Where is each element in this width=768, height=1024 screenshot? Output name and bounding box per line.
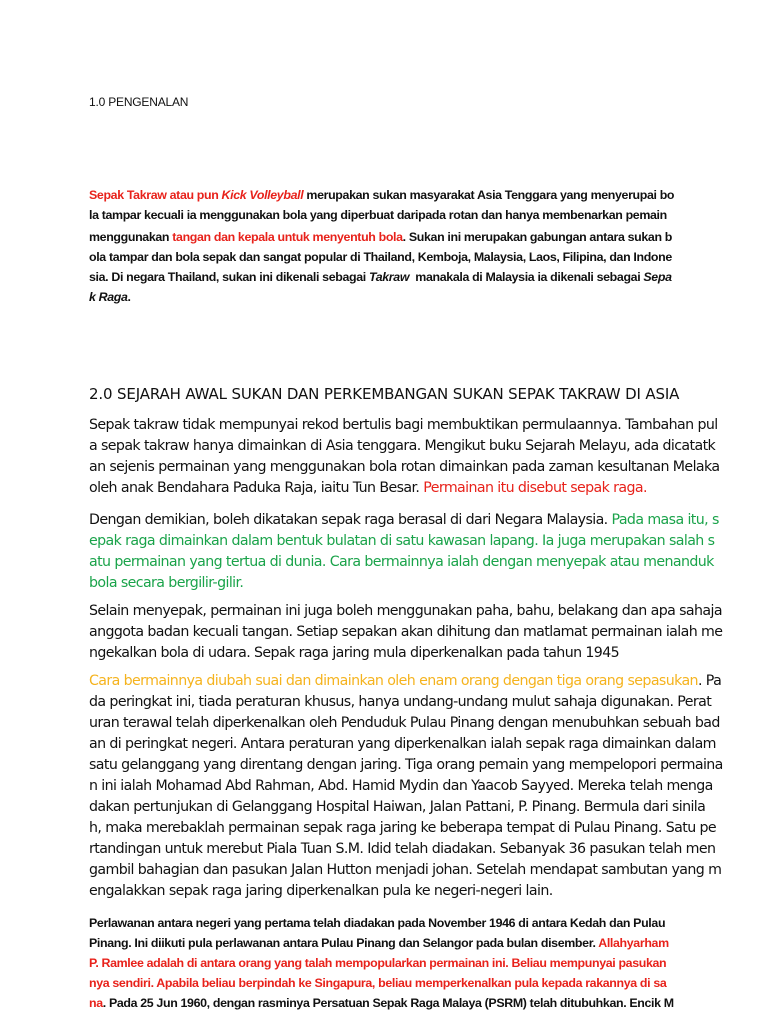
intro-line-3 bbox=[89, 230, 672, 244]
history-p1-line-4 bbox=[89, 480, 647, 496]
history-p2-line-4: bola secara bergilir-gilir. bbox=[89, 575, 244, 591]
history-p2-line-3: atu permainan yang tertua di dunia. Cara bermainnya ialah dengan menyepak atau menanduk bbox=[89, 554, 714, 570]
intro-term-sepak-raga: Sepa bbox=[643, 270, 672, 284]
history-p2-line-2: epak raga dimainkan dalam bentuk bulatan di satu kawasan lapang. Ia juga merupakan salah s bbox=[89, 533, 715, 549]
history-highlight-green: Pada masa itu, s bbox=[611, 512, 719, 528]
intro-text: . Sukan ini merupakan gabungan antara sukan b bbox=[402, 230, 672, 244]
intro-term-sepak-raga: k Raga bbox=[89, 290, 128, 304]
history-highlight-yellow: Cara bermainnya diubah suai dan dimainkan oleh enam orang dengan tiga orang sepasukan bbox=[89, 673, 698, 689]
history-text: . Pada 25 Jun 1960, dengan rasminya Persatuan Sepak Raga Malaya (PSRM) telah ditubuhkan. Encik M bbox=[102, 996, 674, 1010]
history-p4-line-6: n ini ialah Mohamad Abd Rahman, Abd. Hamid Mydin dan Yaacob Sayyed. Mereka telah menga bbox=[89, 778, 713, 794]
history-text: Dengan demikian, boleh dikatakan sepak raga berasal di dari Negara Malaysia. bbox=[89, 512, 612, 528]
history-p4-line-10: gambil bahagian dan pasukan Jalan Hutton menjadi johan. Setelah mendapat sambutan yang m bbox=[89, 862, 722, 878]
intro-line-6 bbox=[89, 290, 131, 304]
intro-line-1 bbox=[89, 188, 674, 202]
history-p1-line-1: Sepak takraw tidak mempunyai rekod bertulis bagi membuktikan permulaannya. Tambahan pul bbox=[89, 417, 718, 433]
history-p4-line-5: satu gelanggang yang direntang dengan jaring. Tiga orang pemain yang mempelopori permaina bbox=[89, 757, 723, 773]
history-p4-line-7: dakan pertunjukan di Gelanggang Hospital Haiwan, Jalan Pattani, P. Pinang. Bermula dari sinila bbox=[89, 799, 706, 815]
history-text: . Pa bbox=[697, 673, 722, 689]
history-text: oleh anak Bendahara Paduka Raja, iaitu Tun Besar. bbox=[89, 480, 424, 496]
intro-term-sepak-takraw: Sepak Takraw atau pun bbox=[89, 188, 222, 202]
history-p5-line-3: P. Ramlee adalah di antara orang yang talah mempopularkan permainan ini. Beliau mempunyai pasukan bbox=[89, 956, 667, 970]
intro-text: merupakan sukan masyarakat Asia Tenggara yang menyerupai bo bbox=[303, 188, 675, 202]
history-p2-line-1 bbox=[89, 512, 719, 528]
history-p3-line-3: ngekalkan bola di udara. Sepak raga jaring mula diperkenalkan pada tahun 1945 bbox=[89, 645, 620, 661]
history-p5-line-2 bbox=[89, 936, 669, 950]
section-1-heading: 1.0 PENGENALAN bbox=[89, 95, 189, 109]
history-p4-line-2: da peringkat ini, tiada peraturan khusus, hanya undang-undang mulut sahaja digunakan. Perat bbox=[89, 694, 712, 710]
history-highlight-p-ramlee: na bbox=[89, 996, 103, 1010]
intro-text: sia. Di negara Thailand, sukan ini dikenali sebagai bbox=[89, 270, 369, 284]
history-p5-line-1: Perlawanan antara negeri yang pertama telah diadakan pada November 1946 di antara Kedah dan Pulau bbox=[89, 916, 666, 930]
history-p4-line-1 bbox=[89, 673, 721, 689]
history-p3-line-1: Selain menyepak, permainan ini juga boleh menggunakan paha, bahu, belakang dan apa sahaja bbox=[89, 603, 722, 619]
intro-line-2: la tampar kecuali ia menggunakan bola yang diperbuat daripada rotan dan hanya membenarkan pemain bbox=[89, 208, 667, 222]
intro-text: menggunakan bbox=[89, 230, 173, 244]
intro-term-kick-volleyball: Kick Volleyball bbox=[221, 188, 304, 202]
history-p4-line-4: an di peringkat negeri. Antara peraturan yang diperkenalkan ialah sepak raga dimainkan dalam bbox=[89, 736, 716, 752]
history-p5-line-4: nya sendiri. Apabila beliau berpindah ke Singapura, beliau memperkenalkan pula kepada rakannya di sa bbox=[89, 976, 667, 990]
history-p1-line-2: a sepak takraw hanya dimainkan di Asia tenggara. Mengikut buku Sejarah Melayu, ada dicatatk bbox=[89, 438, 716, 454]
intro-line-5 bbox=[89, 270, 672, 284]
intro-text: . bbox=[127, 290, 131, 304]
section-2-heading: 2.0 SEJARAH AWAL SUKAN DAN PERKEMBANGAN SUKAN SEPAK TAKRAW DI ASIA bbox=[89, 385, 680, 403]
intro-highlight-hands-head: tangan dan kepala untuk menyentuh bola bbox=[172, 230, 403, 244]
intro-text: manakala di Malaysia ia dikenali sebagai bbox=[409, 270, 644, 284]
intro-line-4: ola tampar dan bola sepak dan sangat popular di Thailand, Kemboja, Malaysia, Laos, Filipina, dan Indone bbox=[89, 250, 672, 264]
history-p5-line-5 bbox=[89, 996, 674, 1010]
history-text: Pinang. Ini diikuti pula perlawanan antara Pulau Pinang dan Selangor pada bulan disember. bbox=[89, 936, 599, 950]
history-p3-line-2: anggota badan kecuali tangan. Setiap sepakan akan dihitung dan matlamat permainan ialah me bbox=[89, 624, 723, 640]
history-highlight-p-ramlee: Allahyarham bbox=[598, 936, 669, 950]
history-p1-line-3: an sejenis permainan yang menggunakan bola rotan dimainkan pada zaman kesultanan Melaka bbox=[89, 459, 720, 475]
history-p4-line-9: rtandingan untuk merebut Piala Tuan S.M. Idid telah diadakan. Sebanyak 36 pasukan telah men bbox=[89, 841, 716, 857]
intro-term-takraw: Takraw bbox=[368, 270, 410, 284]
history-highlight-sepak-raga: Permainan itu disebut sepak raga. bbox=[423, 480, 647, 496]
history-p4-line-8: h, maka merebaklah permainan sepak raga jaring ke beberapa tempat di Pulau Pinang. Satu pe bbox=[89, 820, 717, 836]
history-p4-line-11: engalakkan sepak raga jaring diperkenalkan pula ke negeri-negeri lain. bbox=[89, 883, 553, 899]
history-p4-line-3: uran terawal telah diperkenalkan oleh Penduduk Pulau Pinang dengan menubuhkan sebuah bad bbox=[89, 715, 720, 731]
